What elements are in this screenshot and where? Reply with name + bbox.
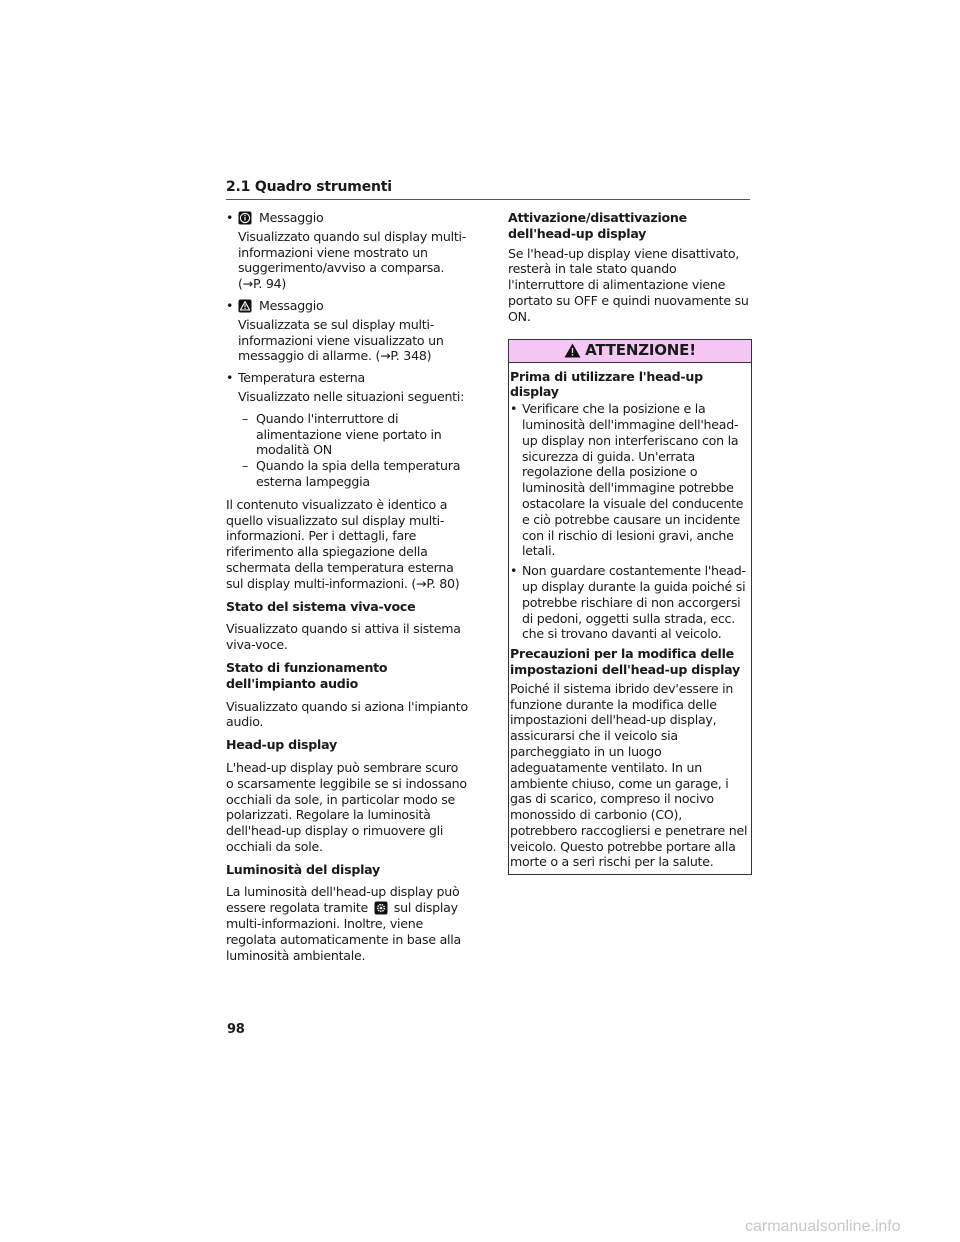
bullet-dot: • bbox=[226, 370, 234, 386]
list-item-warning-message bbox=[226, 298, 468, 364]
list-item-outside-temperature bbox=[226, 370, 468, 405]
subheading: Stato del sistema viva-voce bbox=[226, 598, 416, 614]
paragraph bbox=[226, 884, 468, 963]
paragraph: Visualizzato quando si aziona l'impianto audio. bbox=[226, 698, 468, 730]
warning-triangle-icon bbox=[238, 299, 252, 313]
subheading: Stato di funzionamento dell'impianto audio bbox=[226, 659, 388, 691]
left-column bbox=[226, 210, 468, 970]
item-description: Visualizzata se sul display multi-informazioni viene visualizzato un messaggio di allarme. (→P. 348) bbox=[238, 316, 444, 364]
warning-paragraph: Poiché il sistema ibrido dev'essere in funzione durante la modifica delle impostazioni dell'head-up display, assicurarsi che il veicolo sia parcheggiato in un luogo adeguatamente ventilato. In un ambiente chiuso, come un garage, i gas di scarico, compreso il nocivo monossido di carbonio (CO), potrebbero raccogliersi e penetrare nel veicolo. Questo potrebbe portare alla morte o a seri rischi per la salute. bbox=[510, 680, 748, 870]
page-number: 98 bbox=[227, 1022, 245, 1037]
paragraph: L'head-up display può sembrare scuro o scarsamente leggibile se si indossano occhiali da sole, in particolar modo se polarizzati. Regolare la luminosità dell'head-up display o rimuovere gli occhiali da sole. bbox=[226, 759, 467, 854]
warning-list-item bbox=[510, 401, 750, 559]
bullet-dot: • bbox=[510, 401, 518, 417]
bullet-dot: • bbox=[226, 297, 234, 313]
text-span: La luminosità dell'head-up display può essere regolata tramite bbox=[226, 884, 460, 916]
warning-item-text: Non guardare costantemente l'head-up display durante la guida poiché si potrebbe rischiare di non accorgersi di pedoni, oggetti sulla strada, ecc. che si trovano davanti al veicolo. bbox=[522, 563, 746, 642]
subheading: Head-up display bbox=[226, 737, 337, 753]
text-span: sul display multi-informazioni. Inoltre, viene regolata automaticamente in base alla luminosità ambientale. bbox=[226, 900, 462, 963]
warning-subheading: Prima di utilizzare l'head-up display bbox=[510, 368, 703, 400]
settings-gear-icon bbox=[374, 901, 388, 915]
item-description: Visualizzato nelle situazioni seguenti: bbox=[238, 388, 465, 404]
item-label: Messaggio bbox=[259, 210, 324, 225]
subheading: Attivazione/disattivazione dell'head-up display bbox=[508, 210, 687, 241]
watermark: carmanualsonline.info bbox=[745, 1218, 901, 1235]
header-rule bbox=[226, 199, 750, 200]
paragraph: Il contenuto visualizzato è identico a quello visualizzato sul display multi-informazioni. Per i dettagli, fare riferimento alla spiegazione della schermata della temperatura esterna sul display multi-informazioni. (→P. 80) bbox=[226, 496, 460, 591]
warning-subheading: Precauzioni per la modifica delle impostazioni dell'head-up display bbox=[510, 646, 740, 677]
bullet-dot: • bbox=[510, 563, 518, 579]
warning-box bbox=[508, 339, 752, 876]
section-header bbox=[226, 178, 750, 200]
bullet-dot: • bbox=[226, 210, 234, 225]
dash-symbol: – bbox=[242, 458, 249, 474]
warning-triangle-icon bbox=[564, 343, 581, 358]
paragraph: Visualizzato quando si attiva il sistema viva-voce. bbox=[226, 621, 461, 653]
sub-list-item bbox=[226, 411, 468, 458]
list-item-info-message bbox=[226, 210, 468, 292]
item-label: Temperatura esterna bbox=[238, 370, 365, 386]
paragraph: Se l'head-up display viene disattivato, resterà in tale stato quando l'interruttore di alimentazione viene portato su OFF e quindi nuovamente su ON. bbox=[508, 245, 749, 324]
sub-list-item bbox=[226, 458, 468, 490]
right-column bbox=[508, 210, 752, 875]
warning-title: ATTENZIONE! bbox=[585, 340, 696, 359]
item-description: Visualizzato quando sul display multi-informazioni viene mostrato un suggerimento/avviso a comparsa. (→P. 94) bbox=[238, 228, 467, 292]
warning-header bbox=[509, 340, 751, 363]
info-icon bbox=[238, 211, 252, 225]
item-label: Messaggio bbox=[259, 297, 324, 313]
warning-list-item bbox=[510, 563, 750, 642]
subheading: Luminosità del display bbox=[226, 861, 381, 877]
sub-item-text: Quando l'interruttore di alimentazione viene portato in modalità ON bbox=[256, 410, 442, 458]
dash-symbol: – bbox=[242, 410, 249, 426]
section-title: 2.1 Quadro strumenti bbox=[226, 179, 392, 195]
warning-item-text: Verificare che la posizione e la luminosità dell'immagine dell'head-up display non interferiscano con la sicurezza di guida. Un'errata regolazione della posizione o luminosità dell'immagine potrebbe ostacolare la visuale del conducente e ciò potrebbe causare un incidente con il rischio di lesioni gravi, anche letali. bbox=[522, 401, 744, 559]
sub-item-text: Quando la spia della temperatura esterna lampeggia bbox=[256, 458, 461, 489]
warning-body bbox=[509, 363, 751, 875]
